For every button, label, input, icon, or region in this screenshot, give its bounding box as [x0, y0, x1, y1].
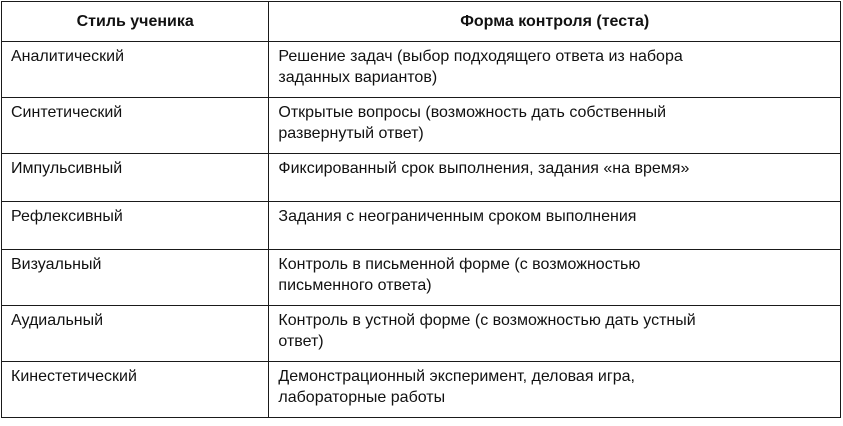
cell-form-line1: Задания с неограниченным сроком выполнения [278, 208, 637, 225]
cell-style: Аудиальный [2, 306, 269, 362]
cell-form-line1: Фиксированный срок выполнения, задания «на время» [278, 160, 690, 177]
table-header-row [2, 2, 841, 42]
cell-form [269, 306, 841, 362]
cell-style: Рефлексивный [2, 202, 269, 250]
table-row [2, 98, 841, 154]
cell-style: Визуальный [2, 250, 269, 306]
learning-style-table [1, 1, 841, 418]
cell-form-line1: Демонстрационный эксперимент, деловая игра, [278, 368, 635, 385]
cell-style: Синтетический [2, 98, 269, 154]
cell-style: Кинестетический [2, 362, 269, 418]
header-student-style: Стиль ученика [2, 2, 269, 42]
cell-form-line2: развернутый ответ) [278, 125, 424, 142]
cell-form-line2: письменного ответа) [278, 277, 432, 294]
cell-form [269, 202, 841, 250]
header-control-form: Форма контроля (теста) [269, 2, 841, 42]
table-row [2, 42, 841, 98]
cell-form-line1: Контроль в устной форме (с возможностью дать устный [278, 312, 696, 329]
cell-style: Аналитический [2, 42, 269, 98]
cell-form-line1: Открытые вопросы (возможность дать собственный [278, 104, 667, 121]
cell-form-line1: Контроль в письменной форме (с возможностью [278, 256, 641, 273]
table-row [2, 154, 841, 202]
cell-form [269, 42, 841, 98]
table-row [2, 250, 841, 306]
cell-form [269, 362, 841, 418]
cell-form-line1: Решение задач (выбор подходящего ответа из набора [278, 48, 683, 65]
cell-form [269, 98, 841, 154]
cell-form-line2: заданных вариантов) [278, 69, 438, 86]
cell-form [269, 154, 841, 202]
table-row [2, 362, 841, 418]
cell-form [269, 250, 841, 306]
table-row [2, 202, 841, 250]
cell-style: Импульсивный [2, 154, 269, 202]
table-row [2, 306, 841, 362]
cell-form-line2: лабораторные работы [278, 389, 446, 406]
cell-form-line2: ответ) [278, 333, 324, 350]
